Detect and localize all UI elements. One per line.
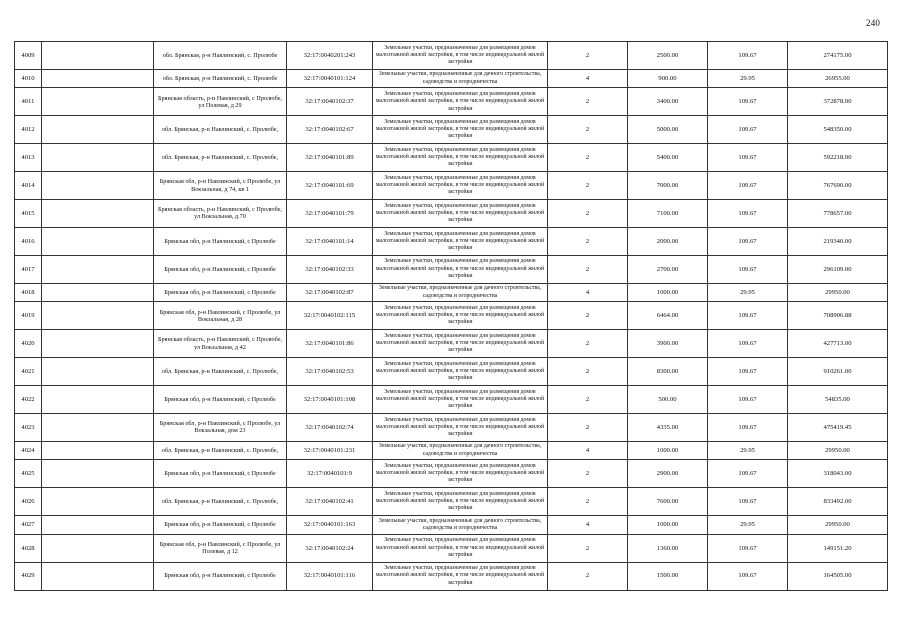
row-number-cell: 4024 <box>15 441 42 460</box>
address-cell: Брянская обл, р-н Навлинский, с Пролюбе <box>154 385 287 413</box>
table-row <box>15 358 888 386</box>
land-use-cell: Земельные участки, предназначенные для дачного строительства, садоводства и огородничества <box>373 283 548 302</box>
cadastral-number-cell: 32:17:0040201:243 <box>287 42 373 70</box>
cadastral-number-cell: 32:17:0040101:86 <box>287 330 373 358</box>
area-cell: 2700.00 <box>628 255 708 283</box>
area-cell: 2500.00 <box>628 42 708 70</box>
row-number-cell: 4015 <box>15 200 42 228</box>
address-cell: Брянская обл, р-н Навлинский, с Пролюбе, ул Вокзальная, дом 23 <box>154 413 287 441</box>
group-cell: 2 <box>548 385 628 413</box>
blank-cell <box>42 172 154 200</box>
blank-cell <box>42 413 154 441</box>
area-cell: 1360.00 <box>628 534 708 562</box>
specific-value-cell: 109.67 <box>708 144 788 172</box>
address-cell: обл. Брянская, р-н Навлинский, с. Пролюбе, <box>154 144 287 172</box>
cadastral-value-cell: 29950.00 <box>788 283 888 302</box>
land-use-cell: Земельные участки, предназначенные для размещения домов малоэтажной жилой застройки, в том числе индивидуальной жилой застройки <box>373 200 548 228</box>
specific-value-cell: 109.67 <box>708 385 788 413</box>
land-use-cell: Земельные участки, предназначенные для размещения домов малоэтажной жилой застройки, в том числе индивидуальной жилой застройки <box>373 172 548 200</box>
address-cell: Брянская обл, р-н Навлинский, с Пролюбе <box>154 516 287 535</box>
cadastral-value-cell: 274175.00 <box>788 42 888 70</box>
specific-value-cell: 109.67 <box>708 413 788 441</box>
cadastral-number-cell: 32:17:0040102:24 <box>287 534 373 562</box>
table-row <box>15 255 888 283</box>
table-row <box>15 516 888 535</box>
address-cell: Брянская обл, р-н Навлинский, с Пролюбе <box>154 460 287 488</box>
address-cell: обл. Брянская, р-н Навлинский, с. Пролюбе, <box>154 116 287 144</box>
group-cell: 2 <box>548 227 628 255</box>
cadastral-number-cell: 32:17:0040101:9 <box>287 460 373 488</box>
specific-value-cell: 109.67 <box>708 358 788 386</box>
cadastral-number-cell: 32:17:0040102:41 <box>287 488 373 516</box>
cadastral-value-cell: 778657.00 <box>788 200 888 228</box>
land-use-cell: Земельные участки, предназначенные для размещения домов малоэтажной жилой застройки, в том числе индивидуальной жилой застройки <box>373 562 548 590</box>
group-cell: 2 <box>548 358 628 386</box>
land-use-cell: Земельные участки, предназначенные для размещения домов малоэтажной жилой застройки, в том числе индивидуальной жилой застройки <box>373 413 548 441</box>
cadastral-value-table <box>14 41 888 591</box>
cadastral-value-cell: 149151.20 <box>788 534 888 562</box>
blank-cell <box>42 385 154 413</box>
row-number-cell: 4012 <box>15 116 42 144</box>
land-use-cell: Земельные участки, предназначенные для размещения домов малоэтажной жилой застройки, в том числе индивидуальной жилой застройки <box>373 358 548 386</box>
land-use-cell: Земельные участки, предназначенные для размещения домов малоэтажной жилой застройки, в том числе индивидуальной жилой застройки <box>373 302 548 330</box>
cadastral-number-cell: 32:17:0040101:231 <box>287 441 373 460</box>
address-cell: Брянская обл, р-н Навлинский, с Пролюбе <box>154 255 287 283</box>
land-use-cell: Земельные участки, предназначенные для размещения домов малоэтажной жилой застройки, в том числе индивидуальной жилой застройки <box>373 227 548 255</box>
blank-cell <box>42 88 154 116</box>
cadastral-number-cell: 32:17:0040102:87 <box>287 283 373 302</box>
blank-cell <box>42 330 154 358</box>
group-cell: 2 <box>548 88 628 116</box>
area-cell: 1000.00 <box>628 441 708 460</box>
cadastral-number-cell: 32:17:0040102:115 <box>287 302 373 330</box>
specific-value-cell: 109.67 <box>708 488 788 516</box>
blank-cell <box>42 562 154 590</box>
address-cell: обл. Брянская, р-н Навлинский, с. Пролюбе, <box>154 441 287 460</box>
table-row <box>15 460 888 488</box>
area-cell: 3400.00 <box>628 88 708 116</box>
specific-value-cell: 109.67 <box>708 88 788 116</box>
specific-value-cell: 109.67 <box>708 562 788 590</box>
table-row <box>15 42 888 70</box>
specific-value-cell: 109.67 <box>708 302 788 330</box>
land-use-cell: Земельные участки, предназначенные для размещения домов малоэтажной жилой застройки, в том числе индивидуальной жилой застройки <box>373 255 548 283</box>
table-row <box>15 488 888 516</box>
area-cell: 8300.00 <box>628 358 708 386</box>
blank-cell <box>42 488 154 516</box>
land-use-cell: Земельные участки, предназначенные для размещения домов малоэтажной жилой застройки, в том числе индивидуальной жилой застройки <box>373 88 548 116</box>
row-number-cell: 4018 <box>15 283 42 302</box>
row-number-cell: 4011 <box>15 88 42 116</box>
table-row <box>15 227 888 255</box>
row-number-cell: 4020 <box>15 330 42 358</box>
area-cell: 5000.00 <box>628 116 708 144</box>
area-cell: 1500.00 <box>628 562 708 590</box>
area-cell: 7100.00 <box>628 200 708 228</box>
cadastral-value-cell: 164505.00 <box>788 562 888 590</box>
area-cell: 5400.00 <box>628 144 708 172</box>
group-cell: 2 <box>548 302 628 330</box>
address-cell: Брянская обл, р-н Навлинский, с Пролюбе <box>154 562 287 590</box>
address-cell: обл. Брянская, р-н Навлинский, с. Пролюбе <box>154 69 287 88</box>
specific-value-cell: 109.67 <box>708 116 788 144</box>
cadastral-value-cell: 592218.00 <box>788 144 888 172</box>
row-number-cell: 4010 <box>15 69 42 88</box>
table-row <box>15 441 888 460</box>
specific-value-cell: 29.95 <box>708 69 788 88</box>
land-use-cell: Земельные участки, предназначенные для размещения домов малоэтажной жилой застройки, в том числе индивидуальной жилой застройки <box>373 144 548 172</box>
cadastral-value-cell: 29950.00 <box>788 516 888 535</box>
address-cell: Брянская обл, р-н Навлинский, с Пролюбе, ул Вокзальная, д 28 <box>154 302 287 330</box>
table-row <box>15 200 888 228</box>
land-use-cell: Земельные участки, предназначенные для размещения домов малоэтажной жилой застройки, в том числе индивидуальной жилой застройки <box>373 534 548 562</box>
cadastral-value-cell: 54835.00 <box>788 385 888 413</box>
cadastral-value-cell: 767690.00 <box>788 172 888 200</box>
address-cell: Брянская обл, р-н Навлинский, с Пролюбе <box>154 283 287 302</box>
table-row <box>15 302 888 330</box>
blank-cell <box>42 441 154 460</box>
group-cell: 2 <box>548 42 628 70</box>
area-cell: 6464.00 <box>628 302 708 330</box>
blank-cell <box>42 69 154 88</box>
cadastral-value-cell: 318043.00 <box>788 460 888 488</box>
area-cell: 1000.00 <box>628 516 708 535</box>
land-use-cell: Земельные участки, предназначенные для размещения домов малоэтажной жилой застройки, в том числе индивидуальной жилой застройки <box>373 116 548 144</box>
cadastral-value-cell: 372878.00 <box>788 88 888 116</box>
row-number-cell: 4019 <box>15 302 42 330</box>
table-row <box>15 413 888 441</box>
cadastral-value-cell: 708906.88 <box>788 302 888 330</box>
area-cell: 900.00 <box>628 69 708 88</box>
row-number-cell: 4016 <box>15 227 42 255</box>
specific-value-cell: 109.67 <box>708 534 788 562</box>
cadastral-value-cell: 475419.45 <box>788 413 888 441</box>
specific-value-cell: 109.67 <box>708 460 788 488</box>
row-number-cell: 4025 <box>15 460 42 488</box>
row-number-cell: 4023 <box>15 413 42 441</box>
group-cell: 2 <box>548 460 628 488</box>
cadastral-number-cell: 32:17:0040102:53 <box>287 358 373 386</box>
area-cell: 4335.00 <box>628 413 708 441</box>
specific-value-cell: 29.95 <box>708 283 788 302</box>
cadastral-number-cell: 32:17:0040101:108 <box>287 385 373 413</box>
cadastral-number-cell: 32:17:0040102:74 <box>287 413 373 441</box>
blank-cell <box>42 227 154 255</box>
page-number: 240 <box>866 18 881 28</box>
cadastral-value-cell: 910261.00 <box>788 358 888 386</box>
address-cell: Брянская обл, р-н Навлинский, с Пролюбе, ул Вокзальная, д 74, кв 1 <box>154 172 287 200</box>
cadastral-number-cell: 32:17:0040101:89 <box>287 144 373 172</box>
specific-value-cell: 109.67 <box>708 172 788 200</box>
cadastral-value-cell: 296109.00 <box>788 255 888 283</box>
blank-cell <box>42 516 154 535</box>
row-number-cell: 4026 <box>15 488 42 516</box>
table-row <box>15 116 888 144</box>
cadastral-value-cell: 427713.00 <box>788 330 888 358</box>
group-cell: 2 <box>548 562 628 590</box>
address-cell: Брянская область, р-н Навлинский, с Пролюбе, ул Вокзальная, д 42 <box>154 330 287 358</box>
blank-cell <box>42 283 154 302</box>
address-cell: обл. Брянская, р-н Навлинский, с. Пролюбе, <box>154 488 287 516</box>
land-use-cell: Земельные участки, предназначенные для дачного строительства, садоводства и огородничества <box>373 441 548 460</box>
group-cell: 2 <box>548 172 628 200</box>
row-number-cell: 4022 <box>15 385 42 413</box>
land-use-cell: Земельные участки, предназначенные для дачного строительства, садоводства и огородничества <box>373 516 548 535</box>
group-cell: 2 <box>548 488 628 516</box>
area-cell: 3900.00 <box>628 330 708 358</box>
specific-value-cell: 109.67 <box>708 227 788 255</box>
blank-cell <box>42 358 154 386</box>
area-cell: 500.00 <box>628 385 708 413</box>
land-use-cell: Земельные участки, предназначенные для размещения домов малоэтажной жилой застройки, в том числе индивидуальной жилой застройки <box>373 488 548 516</box>
cadastral-number-cell: 32:17:0040101:14 <box>287 227 373 255</box>
address-cell: обл. Брянская, р-н Навлинский, с. Пролюбе, <box>154 358 287 386</box>
blank-cell <box>42 116 154 144</box>
specific-value-cell: 109.67 <box>708 330 788 358</box>
group-cell: 2 <box>548 144 628 172</box>
group-cell: 4 <box>548 441 628 460</box>
table-row <box>15 283 888 302</box>
cadastral-value-cell: 548350.00 <box>788 116 888 144</box>
row-number-cell: 4013 <box>15 144 42 172</box>
blank-cell <box>42 42 154 70</box>
cadastral-value-cell: 29950.00 <box>788 441 888 460</box>
land-use-cell: Земельные участки, предназначенные для размещения домов малоэтажной жилой застройки, в том числе индивидуальной жилой застройки <box>373 330 548 358</box>
group-cell: 2 <box>548 116 628 144</box>
group-cell: 4 <box>548 283 628 302</box>
group-cell: 4 <box>548 516 628 535</box>
land-use-cell: Земельные участки, предназначенные для дачного строительства, садоводства и огородничества <box>373 69 548 88</box>
area-cell: 1000.00 <box>628 283 708 302</box>
row-number-cell: 4028 <box>15 534 42 562</box>
group-cell: 4 <box>548 69 628 88</box>
group-cell: 2 <box>548 255 628 283</box>
land-use-cell: Земельные участки, предназначенные для размещения домов малоэтажной жилой застройки, в том числе индивидуальной жилой застройки <box>373 460 548 488</box>
blank-cell <box>42 460 154 488</box>
specific-value-cell: 109.67 <box>708 200 788 228</box>
row-number-cell: 4029 <box>15 562 42 590</box>
cadastral-number-cell: 32:17:0040101:124 <box>287 69 373 88</box>
table-row <box>15 69 888 88</box>
cadastral-number-cell: 32:17:0040102:37 <box>287 88 373 116</box>
table-row <box>15 88 888 116</box>
address-cell: обл. Брянская, р-н Навлинский, с. Пролюбе <box>154 42 287 70</box>
cadastral-value-cell: 26955.00 <box>788 69 888 88</box>
cadastral-value-cell: 219340.00 <box>788 227 888 255</box>
table-body <box>15 42 888 591</box>
group-cell: 2 <box>548 534 628 562</box>
area-cell: 2000.00 <box>628 227 708 255</box>
row-number-cell: 4014 <box>15 172 42 200</box>
table-row <box>15 562 888 590</box>
specific-value-cell: 109.67 <box>708 42 788 70</box>
blank-cell <box>42 302 154 330</box>
group-cell: 2 <box>548 200 628 228</box>
table-row <box>15 172 888 200</box>
area-cell: 7600.00 <box>628 488 708 516</box>
cadastral-number-cell: 32:17:0040101:79 <box>287 200 373 228</box>
land-use-cell: Земельные участки, предназначенные для размещения домов малоэтажной жилой застройки, в том числе индивидуальной жилой застройки <box>373 42 548 70</box>
address-cell: Брянская область, р-н Навлинский, с Пролюбе, ул Полевая, д 29 <box>154 88 287 116</box>
cadastral-number-cell: 32:17:0040101:69 <box>287 172 373 200</box>
row-number-cell: 4021 <box>15 358 42 386</box>
area-cell: 7000.00 <box>628 172 708 200</box>
row-number-cell: 4009 <box>15 42 42 70</box>
cadastral-number-cell: 32:17:0040102:67 <box>287 116 373 144</box>
table-row <box>15 534 888 562</box>
table-row <box>15 144 888 172</box>
specific-value-cell: 109.67 <box>708 255 788 283</box>
blank-cell <box>42 200 154 228</box>
table-row <box>15 385 888 413</box>
address-cell: Брянская область, р-н Навлинский, с Пролюбе, ул Вокзальная, д.70 <box>154 200 287 228</box>
blank-cell <box>42 144 154 172</box>
group-cell: 2 <box>548 413 628 441</box>
row-number-cell: 4017 <box>15 255 42 283</box>
table-row <box>15 330 888 358</box>
group-cell: 2 <box>548 330 628 358</box>
specific-value-cell: 29.95 <box>708 441 788 460</box>
cadastral-number-cell: 32:17:0040102:33 <box>287 255 373 283</box>
specific-value-cell: 29.95 <box>708 516 788 535</box>
area-cell: 2900.00 <box>628 460 708 488</box>
blank-cell <box>42 534 154 562</box>
cadastral-value-cell: 833492.00 <box>788 488 888 516</box>
blank-cell <box>42 255 154 283</box>
cadastral-number-cell: 32:17:0040101:163 <box>287 516 373 535</box>
address-cell: Брянская обл, р-н Навлинский, с Пролюбе, ул Полевая, д 12 <box>154 534 287 562</box>
cadastral-number-cell: 32:17:0040101:116 <box>287 562 373 590</box>
address-cell: Брянская обл, р-н Навлинский, с Пролюбе <box>154 227 287 255</box>
row-number-cell: 4027 <box>15 516 42 535</box>
land-use-cell: Земельные участки, предназначенные для размещения домов малоэтажной жилой застройки, в том числе индивидуальной жилой застройки <box>373 385 548 413</box>
